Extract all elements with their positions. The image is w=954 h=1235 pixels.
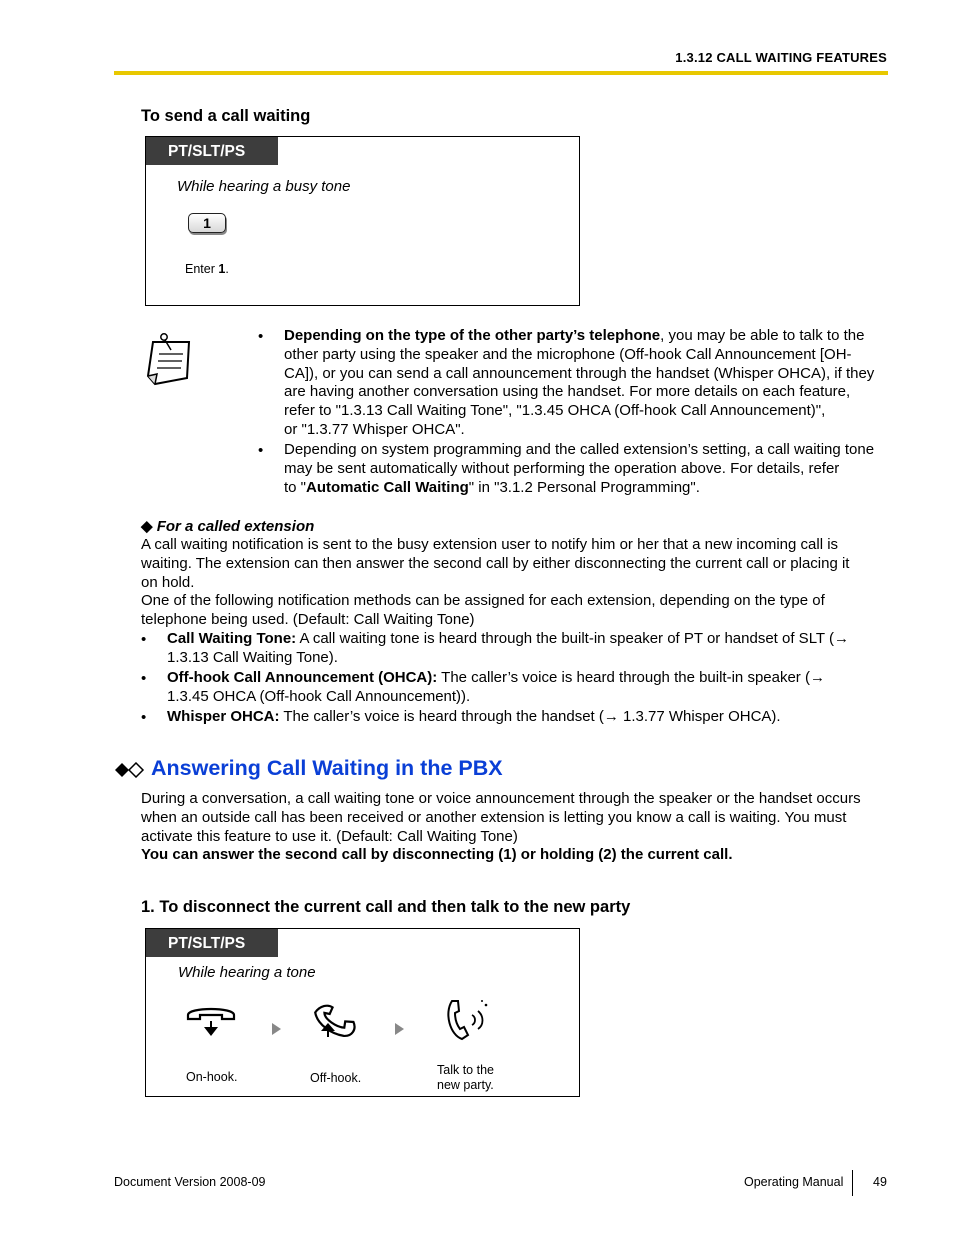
footer-manual-title: Operating Manual: [744, 1175, 844, 1189]
diamond-icon: ◆: [141, 518, 153, 535]
off-hook-icon: [311, 1001, 361, 1043]
page-number: 49: [873, 1175, 887, 1189]
note-icon: [145, 328, 195, 386]
step-arrow-icon: [395, 1023, 404, 1035]
called-bullet-2: Off-hook Call Announcement (OHCA): The caller’s voice is heard through the built-in speaker (→ 1.3.45 OHCA (Off-hook Call Announcement)).: [167, 669, 825, 705]
step-label-talk: Talk to the new party.: [437, 1063, 494, 1092]
called-title: ◆ For a called extension: [141, 518, 315, 535]
header-rule: [114, 71, 888, 75]
answer-procedure-box: [145, 928, 580, 1097]
send-instruction: While hearing a busy tone: [177, 178, 351, 195]
note-item-1: Depending on the type of the other party’s telephone, you may be able to talk to the other party using the speaker and the microphone (Off-hook Call Announcement [OH- CA]), or you can send a call announcement through the handset (Whisper OHCA), if they are having another conversation using the handset. For more details on each feature, refer to "1.3.13 Call Waiting Tone", "1.3.45 OHCA (Off-hook Call Announcement)", or "1.3.77 Whisper OHCA".: [284, 327, 875, 438]
note-bullet-2: •: [258, 442, 264, 459]
note-bullet-1: •: [258, 328, 264, 345]
step-arrow-icon: [272, 1023, 281, 1035]
answer-subtitle: 1. To disconnect the current call and then talk to the new party: [141, 898, 631, 916]
send-procedure-box: [145, 136, 580, 306]
send-title: To send a call waiting: [141, 107, 311, 125]
called-bullet-3: Whisper OHCA: The caller’s voice is heard through the handset (→ 1.3.77 Whisper OHCA).: [167, 708, 781, 725]
send-step-label: Enter 1.: [185, 262, 229, 276]
key-1-button: 1: [188, 213, 226, 233]
step-label-off-hook: Off-hook.: [310, 1071, 362, 1085]
section-header: 1.3.12 CALL WAITING FEATURES: [675, 50, 887, 65]
called-bullet-1: Call Waiting Tone: A call waiting tone is heard through the built-in speaker of PT or handset of SLT (→ 1.3.13 Call Waiting Tone).: [167, 630, 849, 666]
box-tab-label: PT/SLT/PS: [146, 137, 278, 165]
box-tab-label: PT/SLT/PS: [146, 929, 278, 957]
double-diamond-icon: [114, 762, 148, 778]
footer-divider: [852, 1170, 853, 1196]
called-paragraph-1: A call waiting notification is sent to the busy extension user to notify him or her that a new incoming call is waiting. The extension can then answer the second call by either disconnecting the current call or placing it on hold. One of the following notification methods can be assigned for each extension, depending on the type of telephone being used. (Default: Call Waiting Tone): [141, 536, 850, 629]
answer-paragraph: During a conversation, a call waiting tone or voice announcement through the speaker or the handset occurs when an outside call has been received or another extension is letting you know a call is waiting. You must activate this feature to use it. (Default: Call Waiting Tone) You can answer the second call by disconnecting (1) or holding (2) the current call.: [141, 790, 861, 864]
note-item-2: Depending on system programming and the called extension’s setting, a call waiting tone may be sent automatically without performing the operation above. For details, refer to "Automatic Call Waiting" in "3.1.2 Personal Programming".: [284, 441, 875, 496]
answer-instruction: While hearing a tone: [178, 964, 316, 981]
answer-heading: Answering Call Waiting in the PBX: [151, 756, 503, 780]
called-bullet-dot-1: •: [141, 631, 147, 648]
called-bullet-dot-3: •: [141, 709, 147, 726]
on-hook-icon: [184, 1003, 238, 1039]
step-label-on-hook: On-hook.: [186, 1070, 238, 1084]
talk-icon: [442, 997, 492, 1043]
called-bullet-dot-2: •: [141, 670, 147, 687]
footer-doc-version: Document Version 2008-09: [114, 1175, 266, 1189]
